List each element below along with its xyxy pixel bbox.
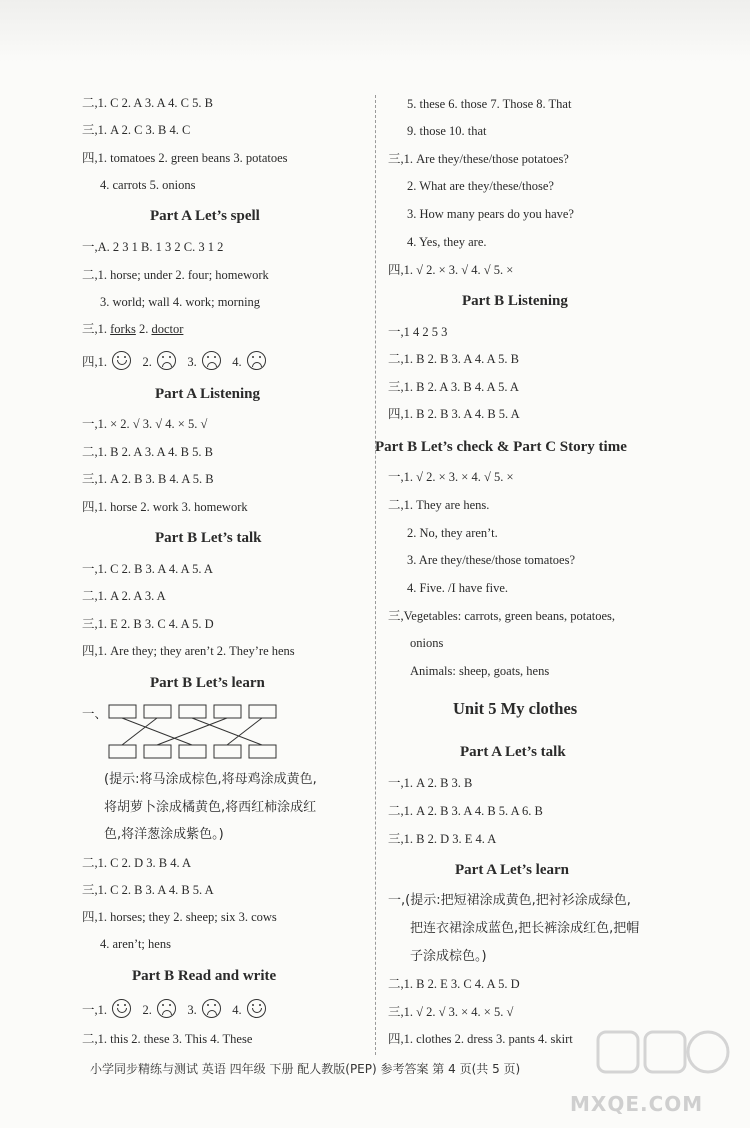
section-heading: Part A Let’s learn (455, 862, 570, 878)
answer-prefix: 一,1. (82, 1003, 108, 1017)
answer-line-faces (82, 351, 268, 370)
answer-line: 二,1. They are hens. (388, 498, 490, 512)
answer-line: 二,1. B 2. A 3. A 4. B 5. B (82, 445, 213, 459)
answer-line: Animals: sheep, goats, hens (410, 664, 550, 678)
answer-line: 9. those 10. that (407, 124, 487, 138)
answer-line: 三,Vegetables: carrots, green beans, potatoes, (388, 609, 616, 623)
answer-prefix: 2. (135, 322, 152, 336)
answer-line: 二,1. A 2. B 3. A 4. B 5. A 6. B (388, 804, 543, 818)
answer-line: 四,1. B 2. B 3. A 4. B 5. A (388, 407, 520, 421)
answer-line: 四,1. horses; they 2. sheep; six 3. cows (82, 910, 277, 924)
answer-line: 2. What are they/these/those? (407, 179, 554, 193)
answer-line: 二,1. horse; under 2. four; homework (82, 268, 269, 282)
answer-number: 2. (142, 1003, 152, 1017)
hint-text: 将胡萝卜涂成橘黄色,将西红柿涂成红 (104, 800, 317, 815)
hint-text: 色,将洋葱涂成紫色。) (104, 827, 224, 842)
answer-line: 一,A. 2 3 1 B. 1 3 2 C. 3 1 2 (82, 240, 224, 254)
answer-line: 一,1. C 2. B 3. A 4. A 5. A (82, 562, 213, 576)
sad-face-icon (157, 351, 176, 370)
answer-prefix: 四,1. (82, 355, 108, 369)
answer-line: 4. Five. /I have five. (407, 581, 509, 595)
answer-line: 三,1. E 2. B 3. C 4. A 5. D (82, 617, 214, 631)
answer-line: 三,1. C 2. B 3. A 4. B 5. A (82, 883, 214, 897)
sad-face-icon (247, 351, 266, 370)
section-heading: Part A Let’s spell (150, 208, 260, 224)
answer-line: 一,1 4 2 5 3 (388, 325, 448, 339)
sad-face-icon (202, 999, 221, 1018)
answer-number: 3. (187, 355, 197, 369)
matching-diagram (104, 703, 279, 761)
answer-number: 4. (232, 1003, 242, 1017)
scan-top-band (0, 0, 750, 62)
answer-line: 三,1. A 2. B 3. B 4. A 5. B (82, 472, 214, 486)
answer-line: 一,1. × 2. √ 3. √ 4. × 5. √ (82, 417, 208, 431)
section-heading: Part B Let’s check & Part C Story time (375, 439, 627, 455)
answer-line: 5. these 6. those 7. Those 8. That (407, 97, 572, 111)
answer-line: 二,1. A 2. A 3. A (82, 589, 166, 603)
happy-face-icon (112, 999, 131, 1018)
happy-face-icon (247, 999, 266, 1018)
answer-line: 4. Yes, they are. (407, 235, 487, 249)
answer-line: onions (410, 636, 444, 650)
section-heading: Part B Read and write (132, 968, 277, 984)
answer-line: 二,1. C 2. A 3. A 4. C 5. B (82, 96, 213, 110)
answer-line: 四,1. tomatoes 2. green beans 3. potatoes (82, 151, 288, 165)
section-heading: Part B Let’s learn (150, 675, 265, 691)
answer-line: 三,1. B 2. A 3. B 4. A 5. A (388, 380, 519, 394)
answer-line: 3. world; wall 4. work; morning (100, 295, 261, 309)
answer-line: 3. How many pears do you have? (407, 207, 574, 221)
section-heading: Part B Listening (462, 293, 568, 309)
answer-number: 3. (187, 1003, 197, 1017)
answer-line: 二,1. B 2. E 3. C 4. A 5. D (388, 977, 520, 991)
section-heading: Part A Let’s talk (460, 744, 566, 760)
hint-text: 子涂成棕色。) (410, 949, 487, 964)
answer-line-faces (82, 999, 268, 1018)
answer-line: 三,1. √ 2. √ 3. × 4. × 5. √ (388, 1005, 514, 1019)
answer-line: 4. aren’t; hens (100, 937, 171, 951)
answer-line: 二,1. C 2. D 3. B 4. A (82, 856, 192, 870)
underlined-answer: forks (110, 322, 136, 336)
unit-title: Unit 5 My clothes (453, 699, 578, 718)
watermark-text: MXQE.COM (570, 1092, 704, 1116)
answer-line: 二,1. B 2. B 3. A 4. A 5. B (388, 352, 519, 366)
hint-text: 把连衣裙涂成蓝色,把长裤涂成红色,把帽 (410, 921, 640, 936)
underlined-answer: doctor (151, 322, 184, 336)
answer-line (82, 321, 183, 337)
answer-prefix: 三,1. (82, 322, 111, 336)
section-heading: Part A Listening (155, 386, 261, 402)
answer-line: 4. carrots 5. onions (100, 178, 196, 192)
answer-line: 三,1. Are they/these/those potatoes? (388, 152, 569, 166)
hint-text: (提示:将马涂成棕色,将母鸡涂成黄色, (104, 772, 317, 787)
answer-number: 4. (232, 355, 242, 369)
answer-line: 三,1. B 2. D 3. E 4. A (388, 832, 497, 846)
answer-line: 二,1. this 2. these 3. This 4. These (82, 1032, 253, 1046)
happy-face-icon (112, 351, 131, 370)
sad-face-icon (157, 999, 176, 1018)
answer-line: 四,1. clothes 2. dress 3. pants 4. skirt (388, 1032, 573, 1046)
answer-line: 2. No, they aren’t. (407, 526, 498, 540)
page-footer: 小学同步精练与测试 英语 四年级 下册 配人教版(PEP) 参考答案 第 4 页(共 5 页) (90, 1062, 521, 1076)
answer-line: 一,1. √ 2. × 3. × 4. √ 5. × (388, 470, 514, 484)
answer-line: 3. Are they/these/those tomatoes? (407, 553, 576, 567)
answer-line: 四,1. horse 2. work 3. homework (82, 500, 248, 514)
sad-face-icon (202, 351, 221, 370)
hint-text: 一,(提示:把短裙涂成黄色,把衬衫涂成绿色, (388, 893, 631, 908)
section-heading: Part B Let’s talk (155, 530, 262, 546)
answer-line: 四,1. √ 2. × 3. √ 4. √ 5. × (388, 263, 514, 277)
answer-number: 2. (142, 355, 152, 369)
answer-prefix: 一、 (82, 707, 108, 721)
answer-line: 四,1. Are they; they aren’t 2. They’re hens (82, 644, 295, 658)
column-divider (375, 95, 376, 1055)
answer-line: 一,1. A 2. B 3. B (388, 776, 473, 790)
answer-line: 三,1. A 2. C 3. B 4. C (82, 123, 191, 137)
